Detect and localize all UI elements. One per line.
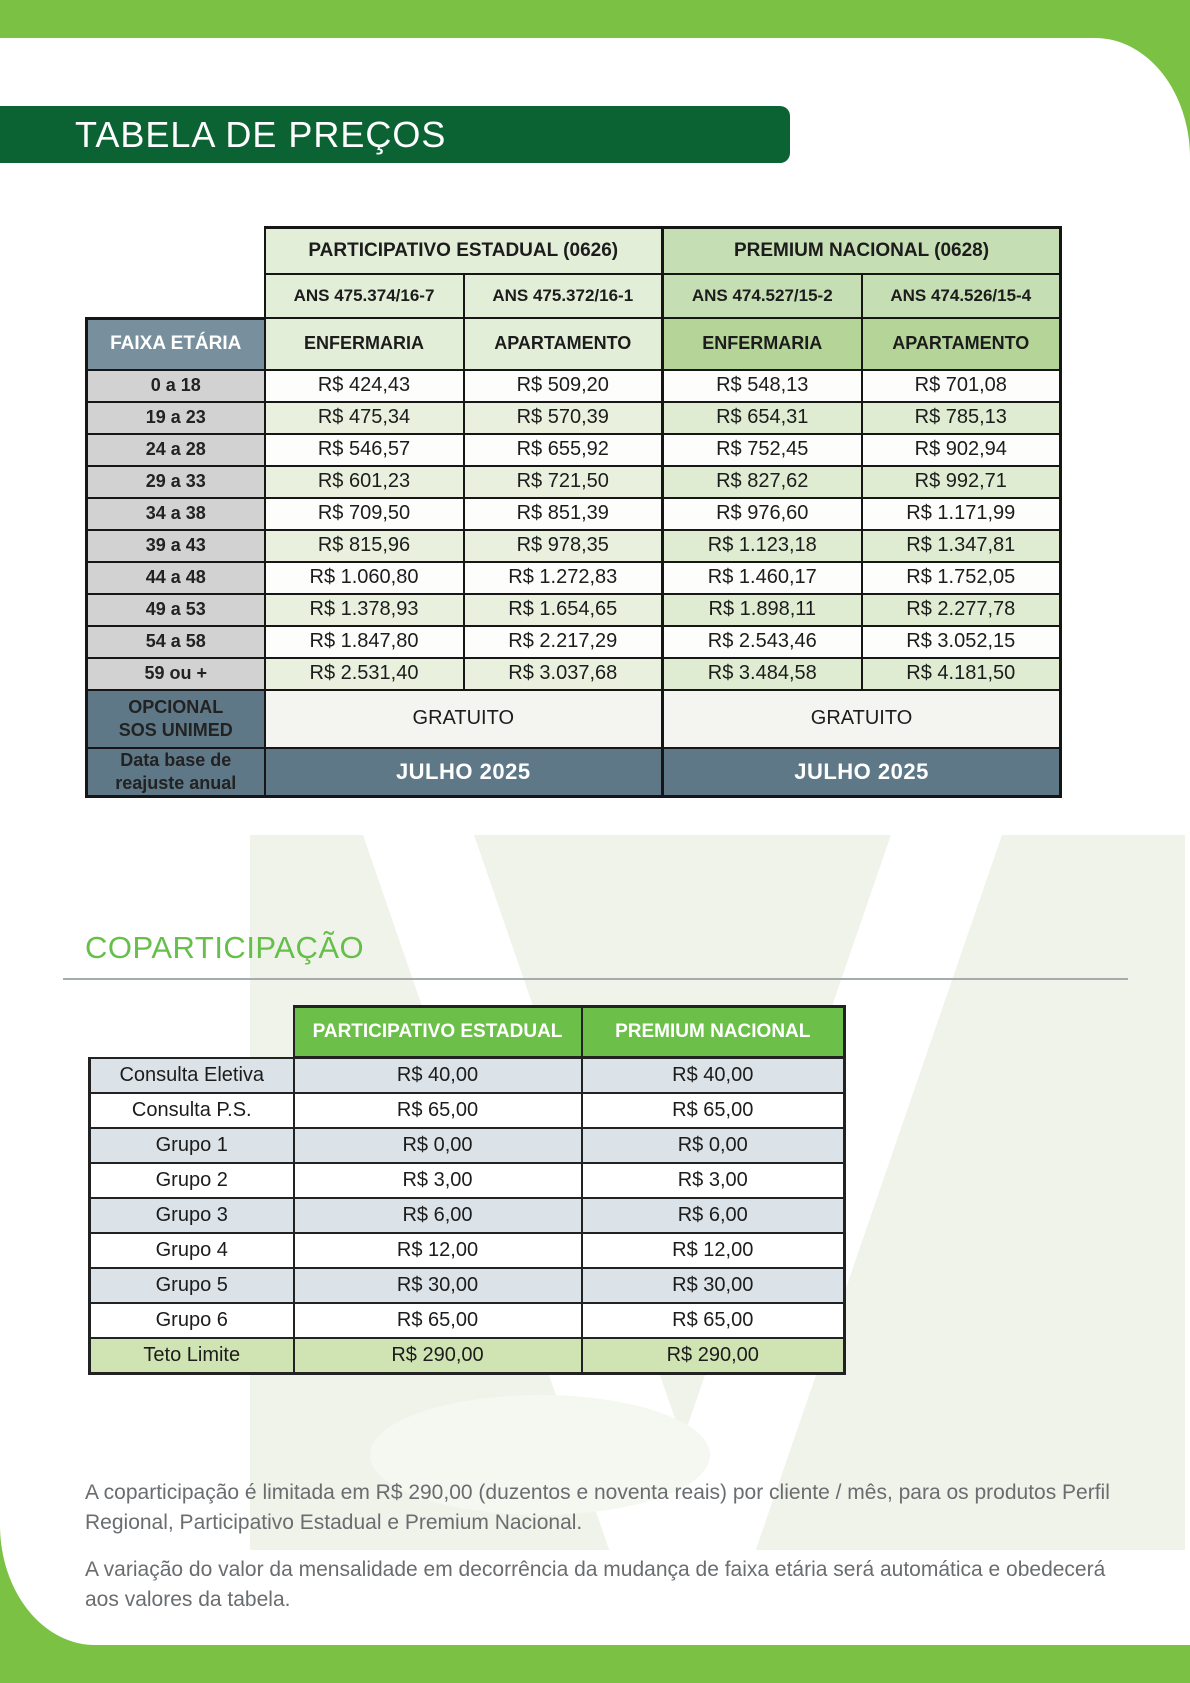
copay-label-cell: Grupo 6 [90,1303,294,1338]
price-cell: R$ 1.272,83 [464,562,663,594]
price-cell: R$ 3.052,15 [862,626,1061,658]
price-cell: R$ 654,31 [663,402,862,434]
copay-value-cell: R$ 290,00 [294,1338,582,1374]
optional-label-line2: SOS UNIMED [118,719,233,740]
price-cell: R$ 475,34 [265,402,464,434]
copay-value-cell: R$ 65,00 [294,1093,582,1128]
copay-row [90,1058,845,1094]
copay-row [90,1093,845,1128]
section-divider [63,978,1128,980]
pricing-table [85,226,1062,798]
pricing-row [87,594,1061,626]
copay-table [88,1005,846,1375]
age-band-cell: 49 a 53 [87,594,265,626]
price-cell: R$ 1.347,81 [862,530,1061,562]
optional-label-cell [87,690,265,748]
price-cell: R$ 1.123,18 [663,530,862,562]
price-cell: R$ 2.543,46 [663,626,862,658]
blank-cell [87,228,265,275]
price-cell: R$ 424,43 [265,370,464,402]
copay-row [90,1303,845,1338]
price-cell: R$ 1.460,17 [663,562,862,594]
age-band-cell: 0 a 18 [87,370,265,402]
price-cell: R$ 1.847,80 [265,626,464,658]
footnotes [85,1478,1137,1632]
ans-code-cell: ANS 475.374/16-7 [265,274,464,318]
age-band-cell: 59 ou + [87,658,265,690]
copay-label-cell: Grupo 1 [90,1128,294,1163]
price-cell: R$ 827,62 [663,466,862,498]
price-cell: R$ 709,50 [265,498,464,530]
accommodation-header: APARTAMENTO [464,318,663,370]
copay-label-cell: Grupo 3 [90,1198,294,1233]
copay-value-cell: R$ 40,00 [294,1058,582,1094]
base-date-label-line2: reajuste anual [115,772,237,793]
price-cell: R$ 1.171,99 [862,498,1061,530]
copay-value-cell: R$ 65,00 [582,1093,845,1128]
copay-value-cell: R$ 30,00 [582,1268,845,1303]
page-title: TABELA DE PREÇOS [75,113,447,155]
copay-value-cell: R$ 30,00 [294,1268,582,1303]
price-cell: R$ 992,71 [862,466,1061,498]
price-cell: R$ 570,39 [464,402,663,434]
optional-value-cell: GRATUITO [663,690,1061,748]
copay-value-cell: R$ 6,00 [294,1198,582,1233]
price-cell: R$ 701,08 [862,370,1061,402]
age-band-cell: 39 a 43 [87,530,265,562]
copay-value-cell: R$ 65,00 [582,1303,845,1338]
optional-value-cell: GRATUITO [265,690,663,748]
price-cell: R$ 976,60 [663,498,862,530]
price-cell: R$ 1.752,05 [862,562,1061,594]
copay-value-cell: R$ 0,00 [294,1128,582,1163]
price-cell: R$ 752,45 [663,434,862,466]
copay-value-cell: R$ 65,00 [294,1303,582,1338]
copay-label-cell: Grupo 2 [90,1163,294,1198]
note-paragraph: A variação do valor da mensalidade em decorrência da mudança de faixa etária será automática e obedecerá aos valores da tabela. [85,1557,1106,1612]
age-band-header: FAIXA ETÁRIA [87,318,265,370]
copay-label-cell: Grupo 5 [90,1268,294,1303]
price-cell: R$ 785,13 [862,402,1061,434]
blank-cell [90,1007,294,1058]
page-sheet [0,38,1190,1645]
price-cell: R$ 2.277,78 [862,594,1061,626]
age-band-cell: 34 a 38 [87,498,265,530]
price-cell: R$ 1.060,80 [265,562,464,594]
copay-label-cell: Consulta P.S. [90,1093,294,1128]
price-cell: R$ 815,96 [265,530,464,562]
pricing-table-body [87,370,1061,690]
price-cell: R$ 2.531,40 [265,658,464,690]
copay-value-cell: R$ 40,00 [582,1058,845,1094]
pricing-row [87,466,1061,498]
price-cell: R$ 2.217,29 [464,626,663,658]
optional-label-line1: OPCIONAL [128,697,224,717]
base-date-value-cell: JULHO 2025 [663,748,1061,797]
copay-label-cell: Consulta Eletiva [90,1058,294,1094]
price-cell: R$ 1.654,65 [464,594,663,626]
copay-row [90,1128,845,1163]
age-band-cell: 54 a 58 [87,626,265,658]
pricing-row [87,370,1061,402]
ans-code-cell: ANS 475.372/16-1 [464,274,663,318]
copay-label-cell: Grupo 4 [90,1233,294,1268]
pricing-row [87,402,1061,434]
copay-table-body [90,1058,845,1374]
price-cell: R$ 546,57 [265,434,464,466]
price-cell: R$ 601,23 [265,466,464,498]
copay-label-cell: Teto Limite [90,1338,294,1374]
note-paragraph: A coparticipação é limitada em R$ 290,00 (duzentos e noventa reais) por cliente / mês, para os produtos Perfil Regional, Participativo Estadual e Premium Nacional. [85,1481,1110,1535]
pricing-row [87,658,1061,690]
base-date-label-cell [87,748,265,797]
price-cell: R$ 1.898,11 [663,594,862,626]
price-cell: R$ 4.181,50 [862,658,1061,690]
price-cell: R$ 548,13 [663,370,862,402]
copay-section-title: COPARTICIPAÇÃO [85,930,365,965]
copay-header-participativo: PARTICIPATIVO ESTADUAL [294,1007,582,1058]
pricing-row [87,434,1061,466]
age-band-cell: 44 a 48 [87,562,265,594]
copay-row [90,1268,845,1303]
age-band-cell: 24 a 28 [87,434,265,466]
copay-value-cell: R$ 0,00 [582,1128,845,1163]
accommodation-header: ENFERMARIA [663,318,862,370]
age-band-cell: 19 a 23 [87,402,265,434]
price-cell: R$ 655,92 [464,434,663,466]
copay-value-cell: R$ 12,00 [582,1233,845,1268]
price-cell: R$ 1.378,93 [265,594,464,626]
pricing-row [87,498,1061,530]
age-band-cell: 29 a 33 [87,466,265,498]
price-cell: R$ 3.037,68 [464,658,663,690]
copay-value-cell: R$ 3,00 [582,1163,845,1198]
product-header-participativo: PARTICIPATIVO ESTADUAL (0626) [265,228,663,275]
copay-value-cell: R$ 6,00 [582,1198,845,1233]
pricing-row [87,530,1061,562]
price-cell: R$ 978,35 [464,530,663,562]
price-cell: R$ 721,50 [464,466,663,498]
blank-cell [87,274,265,318]
ans-code-cell: ANS 474.527/15-2 [663,274,862,318]
ans-code-cell: ANS 474.526/15-4 [862,274,1061,318]
copay-row [90,1338,845,1374]
product-header-premium: PREMIUM NACIONAL (0628) [663,228,1061,275]
accommodation-header: ENFERMARIA [265,318,464,370]
copay-header-premium: PREMIUM NACIONAL [582,1007,845,1058]
pricing-row [87,626,1061,658]
price-cell: R$ 902,94 [862,434,1061,466]
price-cell: R$ 851,39 [464,498,663,530]
copay-value-cell: R$ 290,00 [582,1338,845,1374]
copay-row [90,1233,845,1268]
base-date-value-cell: JULHO 2025 [265,748,663,797]
price-cell: R$ 3.484,58 [663,658,862,690]
copay-row [90,1163,845,1198]
pricing-row [87,562,1061,594]
copay-row [90,1198,845,1233]
title-banner [0,106,790,163]
base-date-label-line1: Data base de [120,749,232,770]
price-cell: R$ 509,20 [464,370,663,402]
copay-value-cell: R$ 12,00 [294,1233,582,1268]
copay-value-cell: R$ 3,00 [294,1163,582,1198]
accommodation-header: APARTAMENTO [862,318,1061,370]
